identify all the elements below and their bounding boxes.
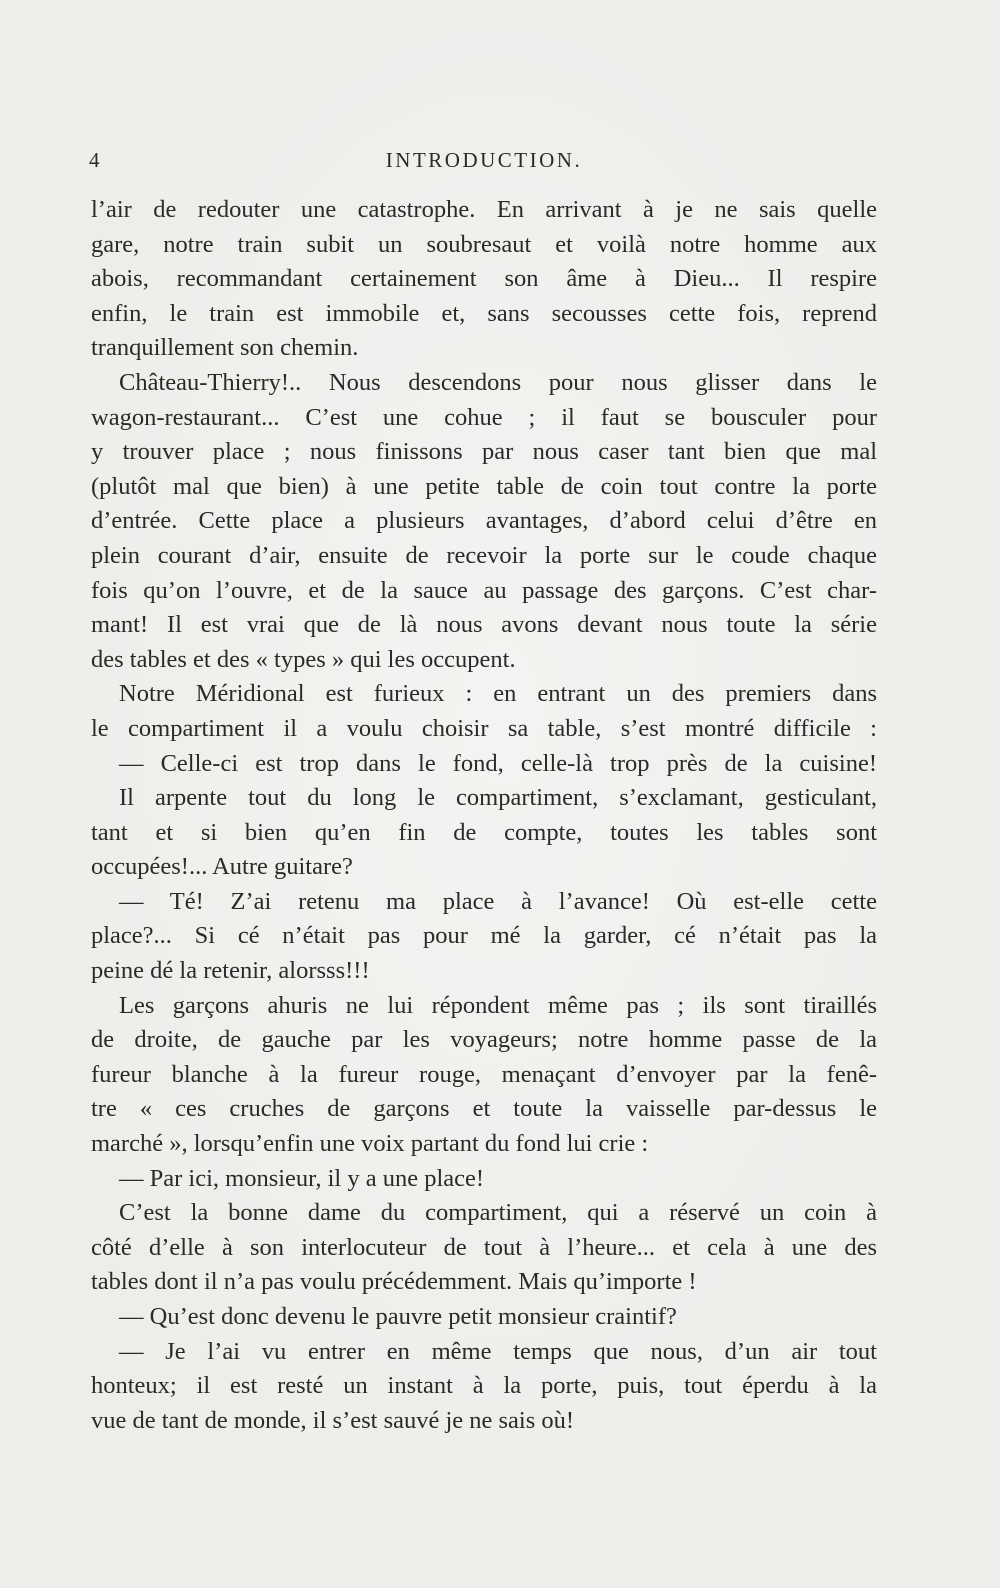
text-line: fois qu’on l’ouvre, et de la sauce au passage des garçons. C’est char- (91, 576, 877, 604)
body-text (91, 193, 877, 1438)
text-line: tre « ces cruches de garçons et toute la vaisselle par-dessus le (91, 1095, 877, 1123)
text-line: mant! Il est vrai que de là nous avons devant nous toute la série (91, 611, 877, 639)
text-line: Les garçons ahuris ne lui répondent même pas ; ils sont tiraillés (119, 991, 877, 1019)
text-line: — Qu’est donc devenu le pauvre petit monsieur craintif? (119, 1303, 677, 1330)
text-line: des tables et des « types » qui les occupent. (91, 645, 516, 673)
text-line: wagon-restaurant... C’est une cohue ; il faut se bousculer pour (91, 403, 877, 431)
text-line: l’air de redouter une catastrophe. En arrivant à je ne sais quelle (91, 196, 877, 223)
text-line: abois, recommandant certainement son âme à Dieu... Il respire (91, 265, 877, 293)
text-line: gare, notre train subit un soubresaut et voilà notre homme aux (91, 230, 877, 258)
text-line: tranquillement son chemin. (91, 334, 359, 362)
text-line: de droite, de gauche par les voyageurs; notre homme passe de la (91, 1026, 877, 1054)
text-line: tables dont il n’a pas voulu précédemment. Mais qu’importe ! (91, 1268, 697, 1296)
text-line: Notre Méridional est furieux : en entrant un des premiers dans (119, 680, 877, 708)
text-line: — Celle-ci est trop dans le fond, celle-là trop près de la cuisine! (119, 749, 877, 777)
page-header (89, 148, 879, 178)
text-line: — Par ici, monsieur, il y a une place! (119, 1164, 485, 1192)
text-line: — Je l’ai vu entrer en même temps que nous, d’un air tout (119, 1337, 877, 1365)
text-line: enfin, le train est immobile et, sans secousses cette fois, reprend (91, 299, 877, 327)
text-line: y trouver place ; nous finissons par nous caser tant bien que mal (91, 438, 877, 466)
running-head: INTRODUCTION. (385, 148, 583, 172)
text-line: vue de tant de monde, il s’est sauvé je ne sais où! (91, 1406, 575, 1434)
text-line: le compartiment il a voulu choisir sa table, s’est montré difficile : (91, 714, 877, 742)
page-number: 4 (89, 148, 102, 172)
text-line: plein courant d’air, ensuite de recevoir la porte sur le coude chaque (91, 541, 877, 569)
text-line: — Té! Z’ai retenu ma place à l’avance! Où est-elle cette (119, 887, 877, 915)
text-line: Il arpente tout du long le compartiment, s’exclamant, gesticulant, (119, 784, 877, 812)
text-line: fureur blanche à la fureur rouge, menaçant d’envoyer par la fenê- (91, 1060, 877, 1088)
text-line: C’est la bonne dame du compartiment, qui a réservé un coin à (119, 1199, 877, 1227)
text-line: honteux; il est resté un instant à la porte, puis, tout éperdu à la (91, 1372, 877, 1400)
text-line: tant et si bien qu’en fin de compte, toutes les tables sont (91, 818, 877, 846)
text-line: Château-Thierry!.. Nous descendons pour nous glisser dans le (119, 368, 877, 396)
text-line: marché », lorsqu’enfin une voix partant du fond lui crie : (91, 1130, 649, 1158)
text-line: côté d’elle à son interlocuteur de tout à l’heure... et cela à une des (91, 1233, 877, 1261)
text-line: occupées!... Autre guitare? (91, 853, 353, 881)
text-line: peine dé la retenir, alorsss!!! (91, 957, 370, 985)
text-line: (plutôt mal que bien) à une petite table de coin tout contre la porte (91, 472, 877, 500)
text-line: place?... Si cé n’était pas pour mé la garder, cé n’était pas la (91, 922, 877, 950)
text-line: d’entrée. Cette place a plusieurs avantages, d’abord celui d’être en (91, 507, 877, 535)
